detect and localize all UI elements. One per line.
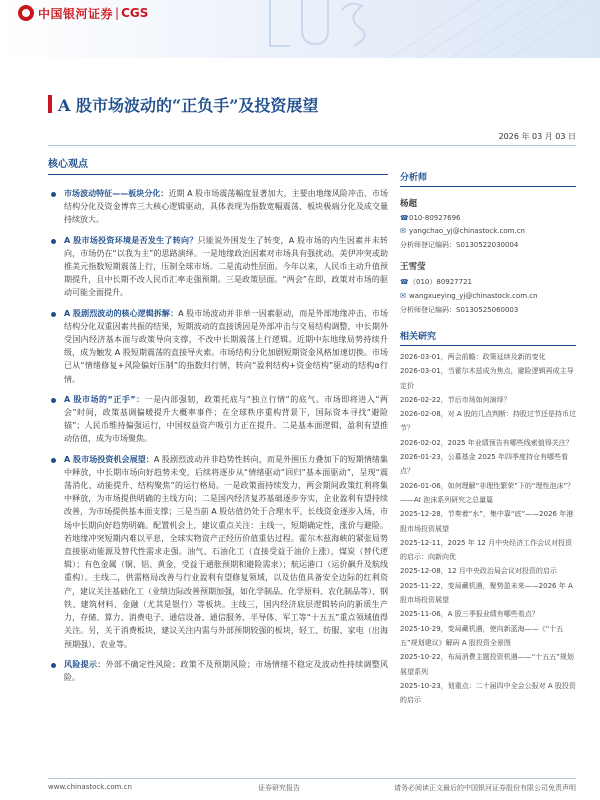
core-views-section <box>48 155 388 684</box>
phone-number: （010）80927721 <box>409 278 472 286</box>
bullet-lead: A 股市场的“正手”： <box>64 394 145 404</box>
core-view-bullet <box>48 393 388 446</box>
header-decoration <box>250 0 600 58</box>
bullet-text: 只能说外围发生了转变，A 股市场的内生因素并未转向，市场仍在“以我为主”的思路演绎。一是地缘政治因素对市场具有强扰动。美伊冲突或助推美元指数短期震荡上行，压制全球市场。二是流动性层面。今年以来，人民币主动升值预期提升，且中长期不改人民币汇率走强预期。三是政策层面。“两会”在即，政策对市场的驱动可能全面提升。 <box>64 235 388 298</box>
core-view-bullet <box>48 234 388 300</box>
core-view-bullet <box>48 453 388 651</box>
email-address[interactable]: wangxueying_yj@chinastock.com.cn <box>409 292 538 300</box>
analyst-heading: 分析师 <box>400 170 576 187</box>
analyst-name: 杨超 <box>400 199 418 209</box>
bullet-text: A 股剧烈波动并非趋势性转向，而是外围压力叠加下的短期情绪集中释放，中长期市场向好趋势未变，后续将逐步从“情绪驱动”回归“基本面驱动”，呈现“震荡消化、动能提升、结构聚焦”的运行格局。一是政策面持续发力，两会期间政策红利将集中释放，为市场提供明确的主线方向；二是国内经济复苏基础逐步夯实，企业盈利有望持续改善，为市场提供基本面支撑；三是当前 A 股估值仍处于合理水平，长线资金逐步入场，市场中长期向好趋势明确。配置机会上，建议重点关注：主线一，短期确定性，涨价与避险。若地缘冲突短期内难以平息，全球实物资产正经历价值重估过程。霍尔木兹海峡的紧张局势直接驱动能源及替代性需求走强。油气、石油化工（直接受益于油价上涨），煤炭（替代逻辑）；有色金属（铜、铝、黄金，受益于通胀预期和避险需求）；航运港口（运价飙升及航线重构）。主线二，供需格局改善与行业盈利有望修复领域，以及估值具备安全边际的红利资产，建议关注基础化工（业绩边际改善预期加强，如化学制品、化学原料、农化制品等）、钢铁、建筑材料、金融（尤其是银行）等板块。主线三，国内经济底层逻辑转向的新质生产力，存储、算力、消费电子、通信设备、通信服务、半导体、军工等“十五五”重点领域值得关注。另，关于消费板块，建议关注内需与外部预期较强的板块，轻工、纺服、家电（出海预期强）、农业等。 <box>64 454 388 649</box>
core-views-divider <box>48 174 388 175</box>
bullet-text: A 股市场波动并非单一因素驱动，而是外部地缘冲击、市场结构分化双重因素共振的结果，短期波动的直接诱因是外部冲击与交易结构调整，中长期外受国内经济基本面与政策导向支撑，不改中长期震荡上行逻辑。近期中东地缘局势持续升级，成为触发 A 股短期震荡的直接导火索。市场结构分化加剧短期资金风格加速切换。市场已从“情绪修复+风险偏好压制”的指数归行情，转向“盈利结构+资金结构”驱动的结构α行情。 <box>64 308 388 384</box>
related-research-item[interactable]: 2025-12-11，2025 年 12 月中央经济工作会议对投资的启示：向新向优 <box>400 538 573 562</box>
analyst-name: 王雪莹 <box>400 262 426 272</box>
analyst-email[interactable] <box>400 292 576 300</box>
related-research-heading: 相关研究 <box>400 329 576 346</box>
related-research-item[interactable]: 2025-10-22，布局消费主题投资机遇——“十五五”规划展望系列 <box>400 653 574 676</box>
page-header <box>0 0 600 62</box>
footer-disclaimer: 请务必阅读正文最后的中国银河证券股份有限公司免责声明 <box>394 784 576 792</box>
logo-separator: | <box>115 6 120 20</box>
bullet-text: 外部不确定性风险；政策不及预期风险；市场情绪不稳定及波动性持续调整风险。 <box>64 659 389 682</box>
related-research-item[interactable]: 2026-03-01，当霍尔木兹成为焦点，避险逻辑再成主导定价 <box>400 367 574 390</box>
analyst-card <box>400 260 576 315</box>
bullet-lead: A 股市场投资机会展望： <box>64 454 154 464</box>
email-address[interactable]: yangchao_yj@chinastock.com.cn <box>409 227 525 235</box>
related-research-item[interactable]: 2025-11-06，A 股三季报业绩有哪些看点？ <box>400 610 539 619</box>
bullet-icon <box>51 239 56 244</box>
company-logo <box>18 4 148 22</box>
bullet-icon <box>51 458 56 463</box>
related-research-item[interactable]: 2025-12-08，12 月中央政治局会议对投资的启示 <box>400 567 557 576</box>
core-view-bullet <box>48 187 388 227</box>
footer-report-type: 证券研究报告 <box>258 784 300 792</box>
report-title: A 股市场波动的“正负手”及投资展望 <box>58 96 319 115</box>
related-research-item[interactable]: 2025-10-29，变局藏机遇，使向新蓝海——《“十五五”规划建议》解码 A 股投资全景图 <box>400 624 564 647</box>
email-icon: ✉ <box>400 227 406 235</box>
analyst-card <box>400 197 576 250</box>
bullet-lead: 风险提示： <box>64 659 106 669</box>
core-view-bullet <box>48 307 388 386</box>
logo-mark-icon <box>18 5 34 21</box>
related-research-list <box>400 350 576 707</box>
logo-chinese-name: 中国银河证券 <box>38 6 114 21</box>
report-date: 2026 年 03 月 03 日 <box>498 132 576 141</box>
related-research-item[interactable]: 2026-02-08，对 A 股的几点判断：持股过节还是持币过节？ <box>400 410 576 433</box>
core-view-bullet <box>48 658 388 684</box>
related-research-item[interactable]: 2026-01-06，如何理解“非理性繁荣”下的“理性泡沫”？——AI 泡沫系列研究之总量篇 <box>400 481 575 504</box>
email-icon: ✉ <box>400 292 406 300</box>
phone-icon: ☎ <box>400 214 409 222</box>
analyst-email[interactable] <box>400 227 576 235</box>
related-research-item[interactable]: 2026-03-01，两会前瞻：政策延续及新的变化 <box>400 353 546 361</box>
related-research-item[interactable]: 2026-02-22，节后市场如何演绎？ <box>400 395 511 404</box>
bullet-lead: 市场波动特征——板块分化： <box>64 189 169 198</box>
title-divider <box>48 145 576 146</box>
related-research-item[interactable]: 2025-10-23，划重点：二十届四中全会公报对 A 股投资的启示 <box>400 681 576 705</box>
footer-website[interactable]: www.chinastock.com.cn <box>48 783 132 791</box>
phone-icon: ☎ <box>400 278 409 286</box>
related-research-item[interactable]: 2026-02-02，2025 年业绩预告有哪些线索值得关注？ <box>400 438 573 447</box>
bullet-icon <box>51 192 56 197</box>
analyst-cert: 分析师登记编码：S0130525060003 <box>400 306 519 314</box>
sidebar <box>400 170 576 707</box>
bullet-text: 一是内部强韧，政策托底与“独立行情”的底气。市场即将进入“两会”时间，政策基调偏暖提升大概率事件；在全球秩序重构背景下，国际资本寻找“避险锚”；人民币维持偏强运行，中国权益资产吸引力正在提升。二是基本面逻辑，盈利有望推动估值，成为市场聚焦。 <box>64 394 388 444</box>
analyst-cert: 分析师登记编码：S0130522030004 <box>400 241 519 249</box>
title-accent-bar <box>48 95 52 113</box>
analyst-phone <box>400 214 576 222</box>
related-research-item[interactable]: 2025-12-28，节奏着“水”，集中靠“底”——2026 年港股市场投资展望 <box>400 510 574 533</box>
bullet-lead: A 股市场投资环境是否发生了转向？ <box>64 235 198 245</box>
related-research-item[interactable]: 2025-11-22，变局藏机遇，聚势盈未来——2026 年 A 股市场投资展望 <box>400 581 573 605</box>
analyst-phone <box>400 277 576 287</box>
bullet-icon <box>51 663 56 668</box>
bullet-text: 近期 A 股市场震荡幅度显著加大，主要由地缘风险冲击、市场结构分化及资金博弈三大核心逻辑驱动，具体表现为指数宽幅震荡、板块极端分化及成交量持续放大。 <box>64 189 389 225</box>
bullet-icon <box>51 312 56 317</box>
bullet-lead: A 股剧烈波动的核心逻辑拆解： <box>64 308 179 318</box>
related-research-item[interactable]: 2026-01-23，公募基金 2025 年四季度持仓有哪些看点？ <box>400 453 568 476</box>
footer-divider <box>48 778 576 779</box>
bullet-icon <box>51 398 56 403</box>
core-views-heading: 核心观点 <box>48 159 88 170</box>
phone-number: 010-80927696 <box>409 214 461 222</box>
logo-english-name: CGS <box>121 6 149 20</box>
